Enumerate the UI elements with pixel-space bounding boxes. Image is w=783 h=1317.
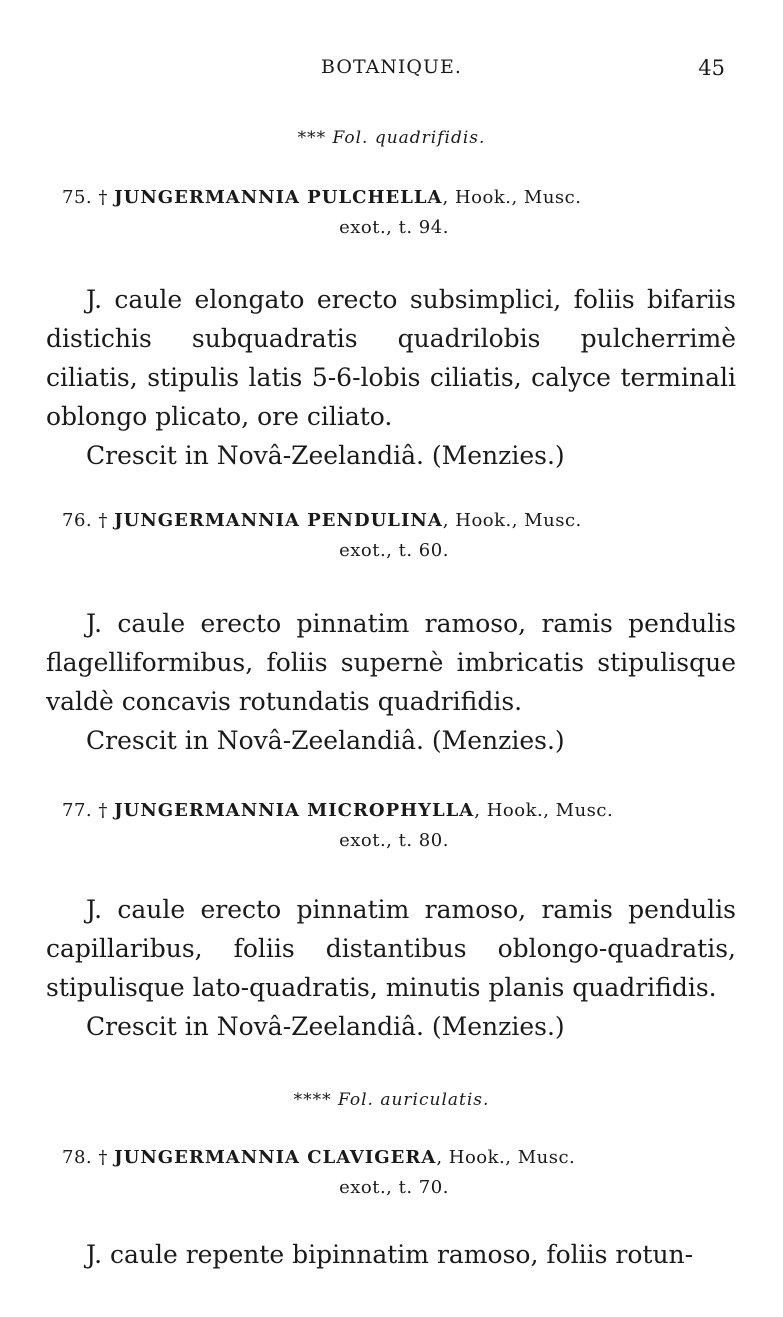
- species-name: JUNGERMANNIA MICROPHYLLA: [114, 800, 475, 821]
- dagger-mark: †: [98, 510, 108, 531]
- species-description: J. caule erecto pinnatim ramoso, ramis pendulis capillaribus, foliis distantibus oblongo-quadratis, stipulisque lato-quadratis, minutis planis quadrifidis.: [46, 895, 736, 1002]
- section-heading: *** Fol. quadrifidis.: [297, 128, 486, 148]
- entry-body: [46, 1235, 736, 1274]
- running-head: [0, 56, 783, 86]
- entry-body: [46, 604, 736, 760]
- page-number: 45: [698, 56, 725, 80]
- species-description: J. caule elongato erecto subsimplici, foliis bifariis distichis subquadratis quadrilobis pulcherrimè ciliatis, stipulis latis 5-6-lobis ciliatis, calyce terminali oblongo plicato, ore ciliato.: [46, 285, 736, 431]
- running-head-title: BOTANIQUE.: [321, 56, 462, 78]
- dagger-mark: †: [98, 187, 108, 208]
- habitat-note: Crescit in Novâ-Zeelandiâ. (Menzies.): [86, 1012, 565, 1041]
- reference-line: exot., t. 70.: [339, 1177, 449, 1198]
- reference-line: exot., t. 80.: [339, 830, 449, 851]
- reference-line: exot., t. 60.: [339, 540, 449, 561]
- authority: , Hook., Musc.: [436, 1147, 576, 1168]
- habitat-note: Crescit in Novâ-Zeelandiâ. (Menzies.): [86, 441, 565, 470]
- entry-number: 76.: [62, 510, 93, 531]
- entry-body: [46, 280, 736, 475]
- reference-line: exot., t. 94.: [339, 217, 449, 238]
- authority: , Hook., Musc.: [442, 510, 582, 531]
- entry-number: 78.: [62, 1147, 93, 1168]
- habitat-note: Crescit in Novâ-Zeelandiâ. (Menzies.): [86, 726, 565, 755]
- species-description: J. caule repente bipinnatim ramoso, foliis rotun-: [86, 1240, 694, 1269]
- species-name: JUNGERMANNIA PENDULINA: [114, 510, 443, 531]
- dagger-mark: †: [98, 800, 108, 821]
- entry-heading: [62, 183, 726, 243]
- dagger-mark: †: [98, 1147, 108, 1168]
- entry-heading: [62, 506, 726, 566]
- species-description: J. caule erecto pinnatim ramoso, ramis pendulis flagelliformibus, foliis supernè imbricatis stipulisque valdè concavis rotundatis quadrifidis.: [46, 609, 736, 716]
- authority: , Hook., Musc.: [442, 187, 582, 208]
- section-heading: **** Fol. auriculatis.: [293, 1090, 490, 1110]
- entry-heading: [62, 1143, 726, 1203]
- entry-number: 77.: [62, 800, 93, 821]
- species-name: JUNGERMANNIA PULCHELLA: [114, 187, 443, 208]
- entry-heading: [62, 796, 726, 856]
- entry-body: [46, 890, 736, 1046]
- species-name: JUNGERMANNIA CLAVIGERA: [114, 1147, 437, 1168]
- authority: , Hook., Musc.: [474, 800, 614, 821]
- entry-number: 75.: [62, 187, 93, 208]
